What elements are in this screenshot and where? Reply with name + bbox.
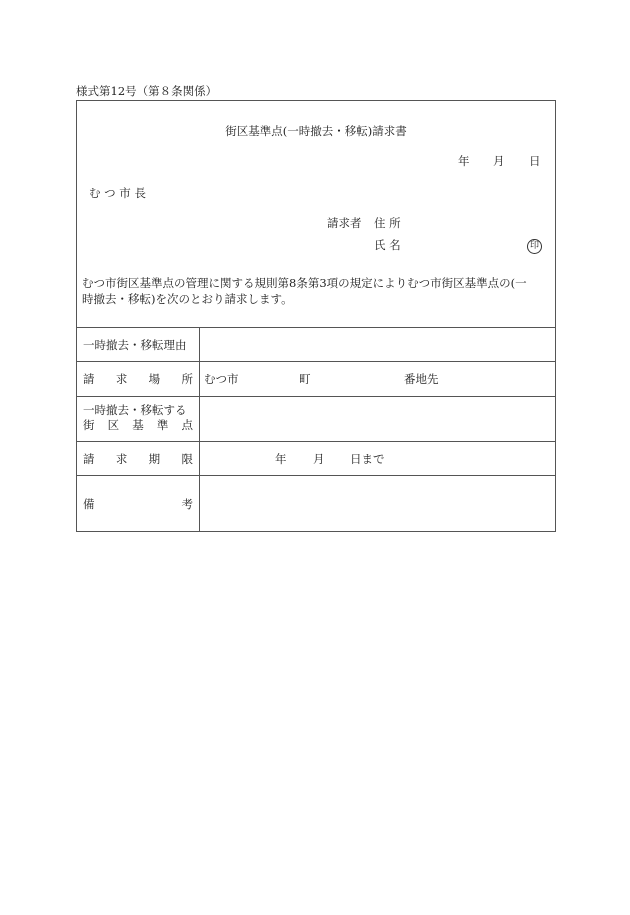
remarks-field[interactable] (204, 481, 551, 529)
reason-field[interactable] (204, 338, 551, 352)
row-label-point: 一時撤去・移転する (83, 403, 187, 417)
body-line-2: 時撤去・移転)を次のとおり請求します。 (82, 292, 293, 306)
date-day: 日 (529, 154, 541, 168)
row-label-location: 請 求 場 所 (83, 372, 193, 386)
address-label: 住 所 (374, 216, 401, 230)
row-label-reason: 一時撤去・移転理由 (83, 338, 187, 352)
addressee: む つ 市 長 (89, 186, 146, 200)
row-label-point-2: 街 区 基 準 点 (83, 418, 193, 432)
location-town[interactable]: 町 (299, 372, 311, 386)
form-box (76, 100, 556, 532)
location-city[interactable]: むつ市 (204, 372, 239, 386)
deadline-day[interactable]: 日まで (350, 452, 385, 466)
deadline-month[interactable]: 月 (313, 452, 325, 466)
name-label: 氏 名 (374, 238, 401, 252)
body-line-1: むつ市街区基準点の管理に関する規則第8条第3項の規定によりむつ市街区基準点の(一 (82, 276, 527, 290)
location-lot[interactable]: 番地先 (404, 372, 439, 386)
deadline-year[interactable]: 年 (275, 452, 287, 466)
date-year: 年 (458, 154, 470, 168)
form-title: 街区基準点(一時撤去・移転)請求書 (225, 124, 407, 138)
date-month: 月 (493, 154, 505, 168)
applicant-label: 請求者 (327, 216, 362, 230)
row-label-remarks: 備 考 (83, 497, 193, 511)
point-field[interactable] (204, 411, 551, 425)
seal-mark: 印 (527, 239, 542, 254)
form-number: 様式第12号（第８条関係） (76, 84, 218, 98)
row-label-deadline: 請 求 期 限 (83, 452, 193, 466)
